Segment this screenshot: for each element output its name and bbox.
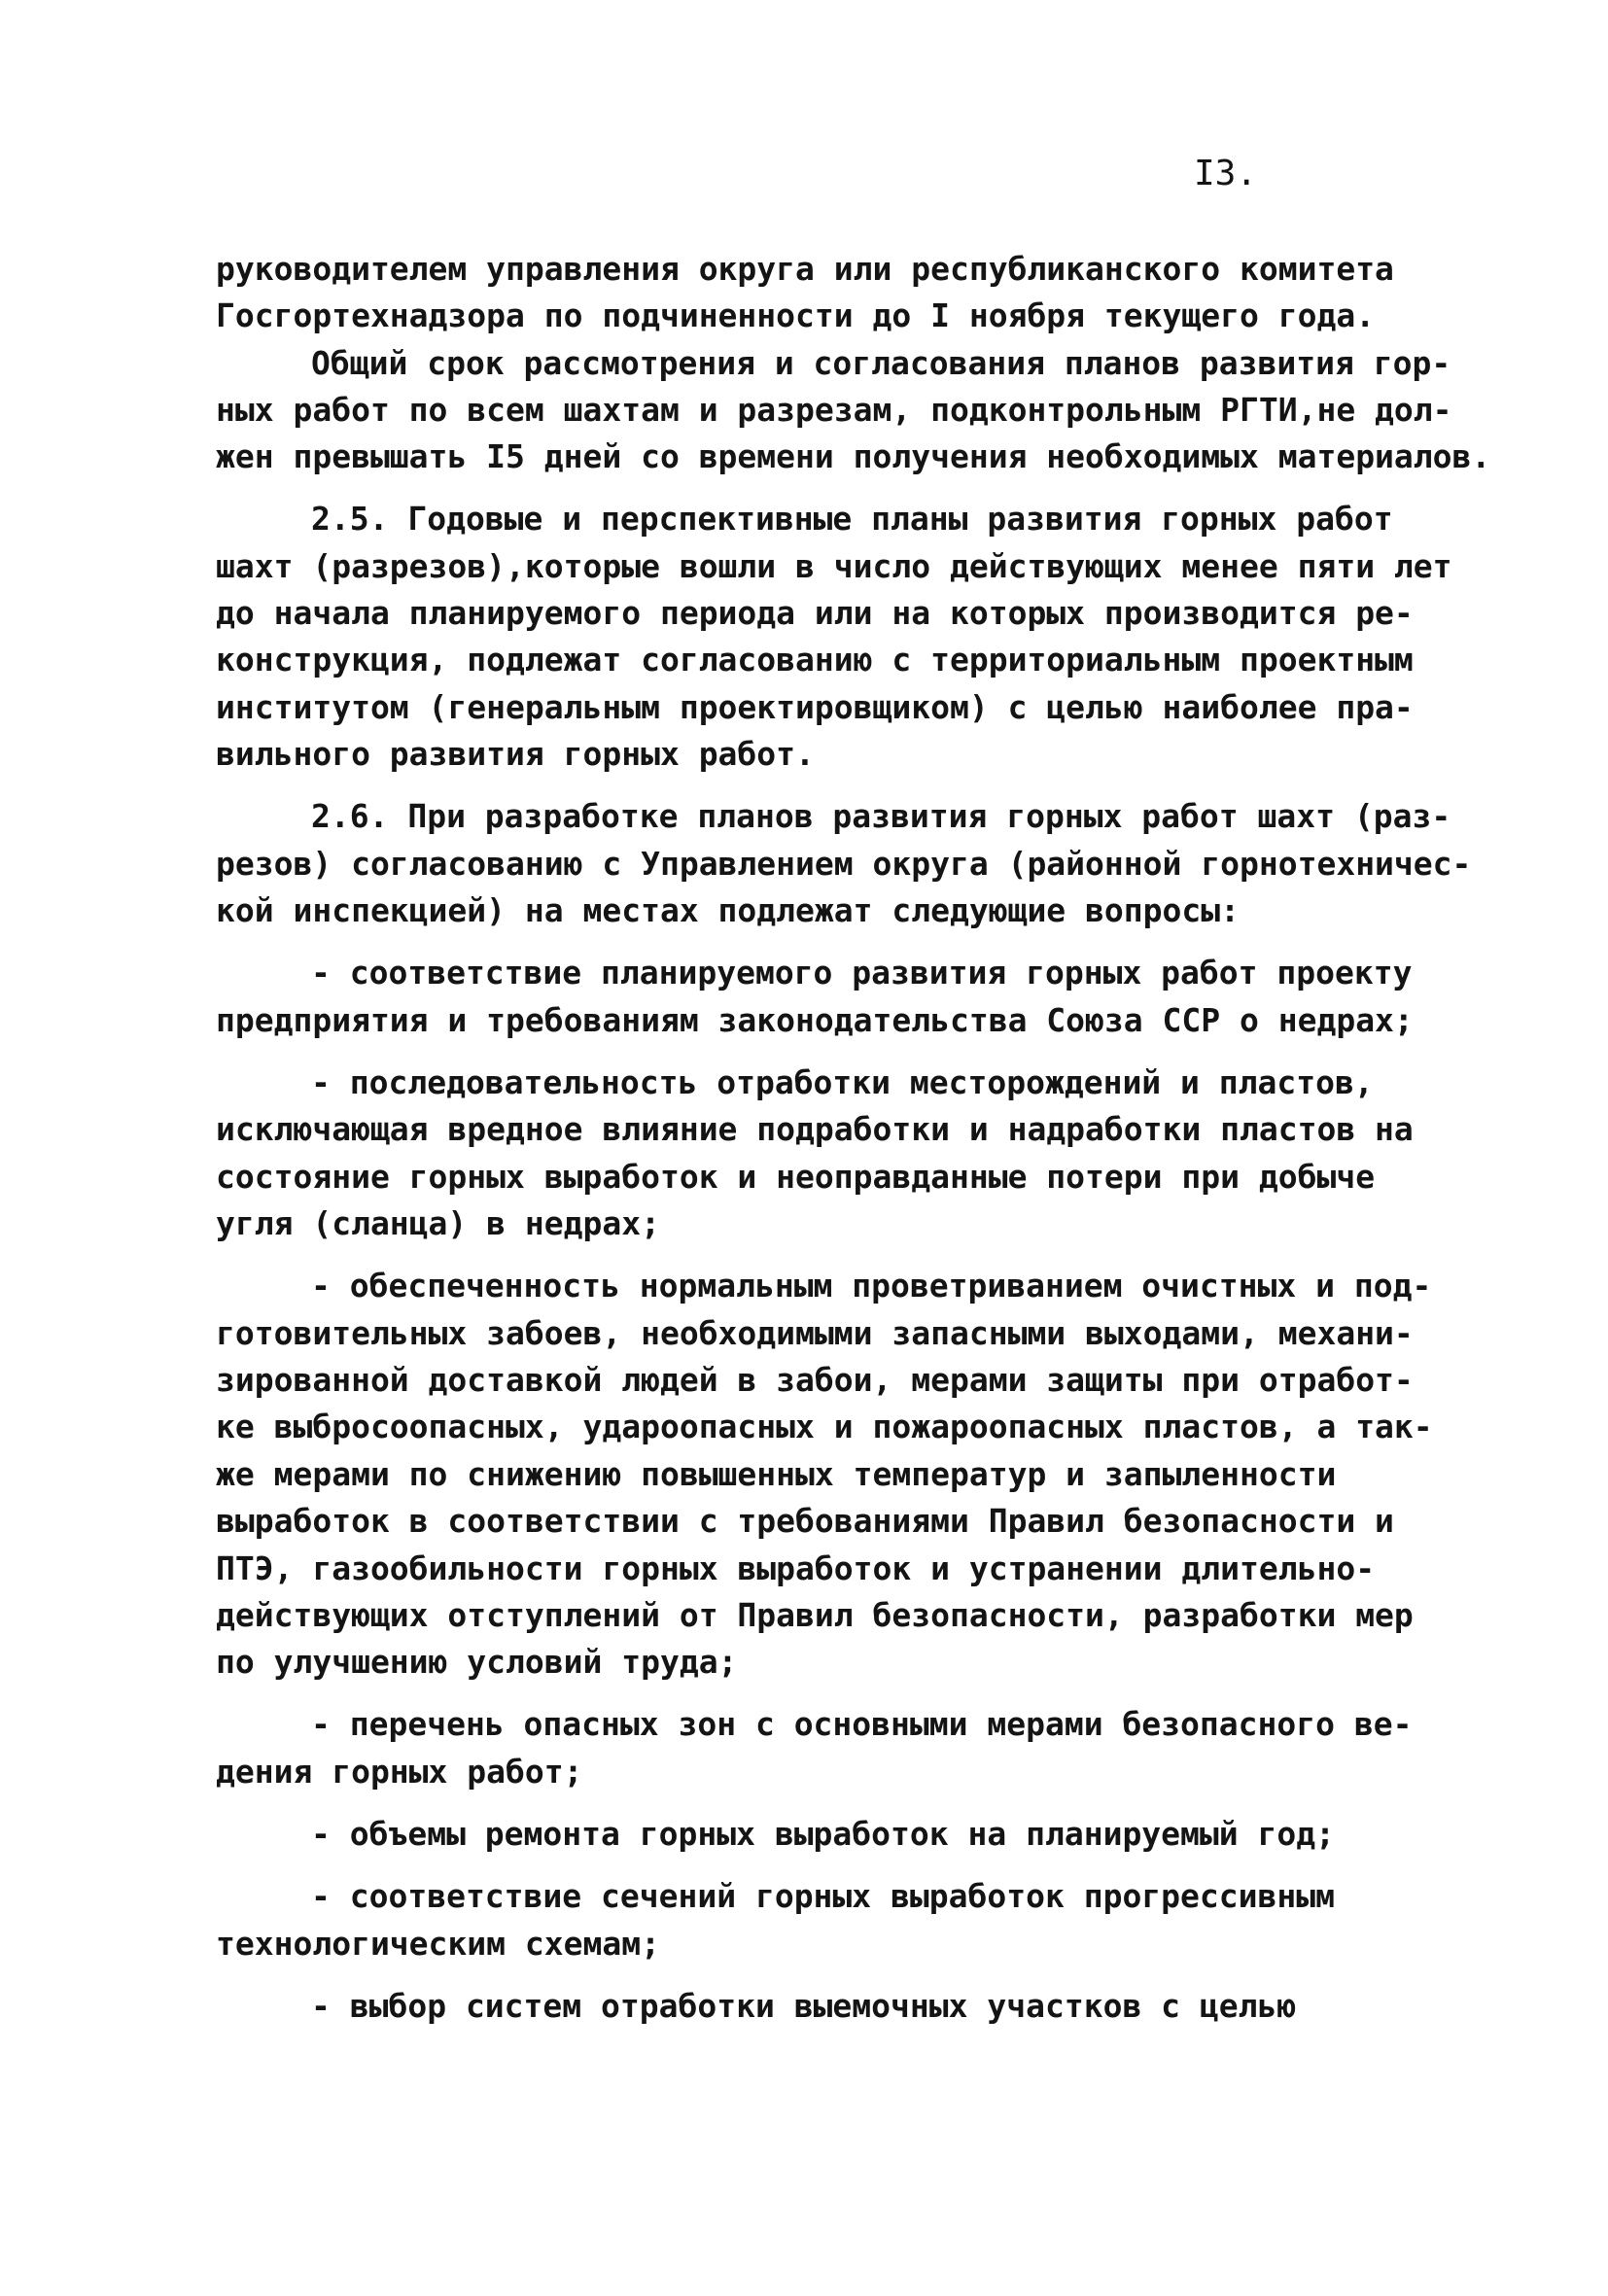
text-line: выработок в соответствии с требованиями Правил безопасности и xyxy=(216,1502,1394,1540)
text-line: 2.5. Годовые и перспективные планы развития горных работ xyxy=(311,500,1393,538)
list-item-line: - перечень опасных зон с основными мерами безопасного ве- xyxy=(311,1705,1413,1743)
text-line: действующих отступлений от Правил безопасности, разработки мер xyxy=(216,1596,1414,1634)
text-line: до начала планируемого периода или на которых производится ре- xyxy=(216,594,1414,632)
text-line: жен превышать I5 дней со времени получения необходимых материалов. xyxy=(216,437,1491,475)
text-line: ных работ по всем шахтам и разрезам, подконтрольным РГТИ,не дол- xyxy=(216,391,1452,429)
list-item-line: - последовательность отработки месторождений и пластов, xyxy=(311,1063,1374,1101)
text-line: угля (сланца) в недрах; xyxy=(216,1204,660,1242)
list-item-line: - объемы ремонта горных выработок на планируемый год; xyxy=(311,1815,1335,1853)
text-line: 2.6. При разработке планов развития горных работ шахт (раз- xyxy=(311,797,1451,835)
list-item-line: - соответствие планируемого развития горных работ проекту xyxy=(311,954,1413,991)
text-line: готовительных забоев, необходимыми запасными выходами, механи- xyxy=(216,1314,1414,1352)
text-line: технологическим схемам; xyxy=(216,1925,660,1963)
text-line: вильного развития горных работ. xyxy=(216,735,815,773)
text-line: по улучшению условий труда; xyxy=(216,1643,738,1681)
text-line: Общий срок рассмотрения и согласования планов развития гор- xyxy=(311,344,1451,382)
text-line: исключающая вредное влияние подработки и надработки пластов на xyxy=(216,1110,1414,1148)
text-line: предприятия и требованиям законодательства Союза ССР о недрах; xyxy=(216,1001,1414,1039)
text-line: ке выбросоопасных, удароопасных и пожароопасных пластов, а так- xyxy=(216,1408,1433,1445)
list-item-line: - выбор систем отработки выемочных участков с целью xyxy=(311,1987,1297,2025)
list-item-line: - обеспеченность нормальным проветриванием очистных и под- xyxy=(311,1267,1432,1305)
text-line: зированной доставкой людей в забои, мерами защиты при отработ- xyxy=(216,1361,1414,1399)
text-line: руководителем управления округа или республиканского комитета xyxy=(216,250,1394,288)
text-line: состояние горных выработок и неоправданные потери при добыче xyxy=(216,1158,1376,1196)
text-line: кой инспекцией) на местах подлежат следующие вопросы: xyxy=(216,891,1240,929)
text-line: конструкция, подлежат согласованию с территориальным проектным xyxy=(216,641,1414,678)
text-line: шахт (разрезов),которые вошли в число действующих менее пяти лет xyxy=(216,547,1452,585)
text-line: резов) согласованию с Управлением округа (районной горнотехничес- xyxy=(216,845,1472,883)
text-line: же мерами по снижению повышенных температур и запыленности xyxy=(216,1455,1337,1493)
text-line: Госгортехнадзора по подчиненности до I ноября текущего года. xyxy=(216,296,1376,334)
text-line: ПТЭ, газообильности горных выработок и устранении длительно- xyxy=(216,1549,1376,1587)
list-item-line: - соответствие сечений горных выработок прогрессивным xyxy=(311,1877,1335,1915)
page-number: I3. xyxy=(1194,154,1258,193)
text-line: дения горных работ; xyxy=(216,1753,583,1791)
text-line: институтом (генеральным проектировщиком) с целью наиболее пра- xyxy=(216,688,1414,726)
